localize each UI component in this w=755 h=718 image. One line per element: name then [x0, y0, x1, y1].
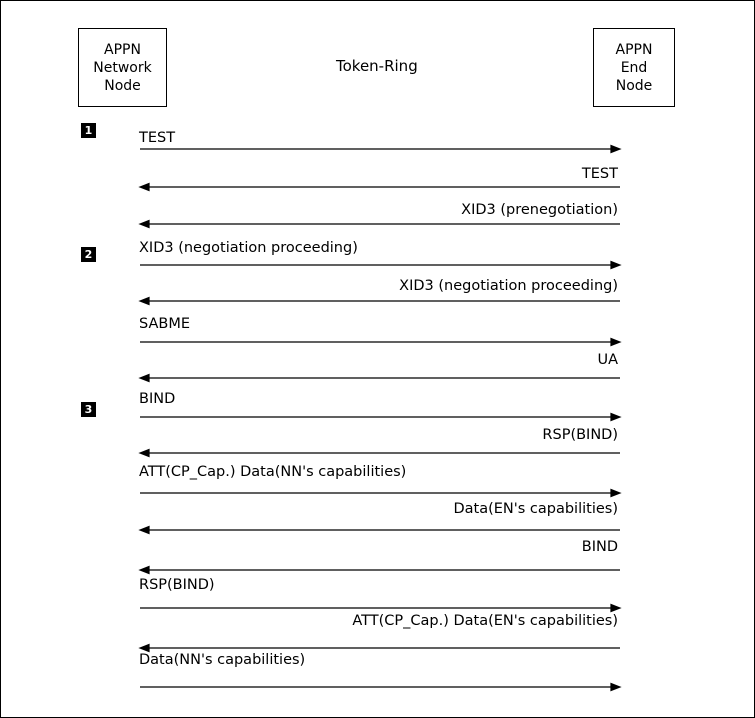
message-label: Data(NN's capabilities): [139, 652, 306, 668]
message-label: SABME: [139, 316, 191, 332]
arrow-head-right: [611, 490, 620, 497]
arrow-head-left: [140, 221, 149, 228]
end-node-line-3: Node: [615, 77, 653, 94]
step-badge-3: 3: [81, 402, 96, 417]
message-label: XID3 (negotiation proceeding): [139, 240, 358, 256]
network-node-line-1: APPN: [104, 41, 141, 58]
message-label: XID3 (negotiation proceeding): [399, 278, 618, 294]
arrow-head-left: [140, 645, 149, 652]
arrow-head-left: [140, 298, 149, 305]
end-node-line-1: APPN: [615, 41, 653, 58]
network-node-line-3: Node: [104, 77, 141, 94]
arrow-head-left: [140, 527, 149, 534]
message-label: XID3 (prenegotiation): [461, 202, 618, 218]
message-label: TEST: [581, 166, 618, 182]
arrow-head-left: [140, 375, 149, 382]
arrow-head-left: [140, 450, 149, 457]
step-badge-1: 1: [81, 123, 96, 138]
message-label: ATT(CP_Cap.) Data(NN's capabilities): [139, 464, 407, 480]
arrow-head-right: [611, 605, 620, 612]
message-label: ATT(CP_Cap.) Data(EN's capabilities): [352, 613, 618, 629]
medium-title: Token-Ring: [336, 57, 418, 75]
arrow-head-left: [140, 184, 149, 191]
network-node-line-2: Network: [93, 59, 152, 76]
message-label: TEST: [139, 130, 176, 146]
message-label: BIND: [139, 391, 176, 407]
message-label: Data(EN's capabilities): [453, 501, 618, 517]
message-label: BIND: [581, 539, 618, 555]
arrow-head-right: [611, 414, 620, 421]
message-arrows: [1, 1, 754, 717]
message-label: RSP(BIND): [542, 427, 618, 443]
arrow-head-right: [611, 684, 620, 691]
arrow-head-right: [611, 262, 620, 269]
arrow-head-right: [611, 146, 620, 153]
step-badge-2: 2: [81, 247, 96, 262]
message-label: RSP(BIND): [139, 577, 215, 593]
arrow-head-right: [611, 339, 620, 346]
end-node-line-2: End: [620, 59, 648, 76]
arrow-head-left: [140, 567, 149, 574]
message-label: UA: [597, 352, 618, 368]
